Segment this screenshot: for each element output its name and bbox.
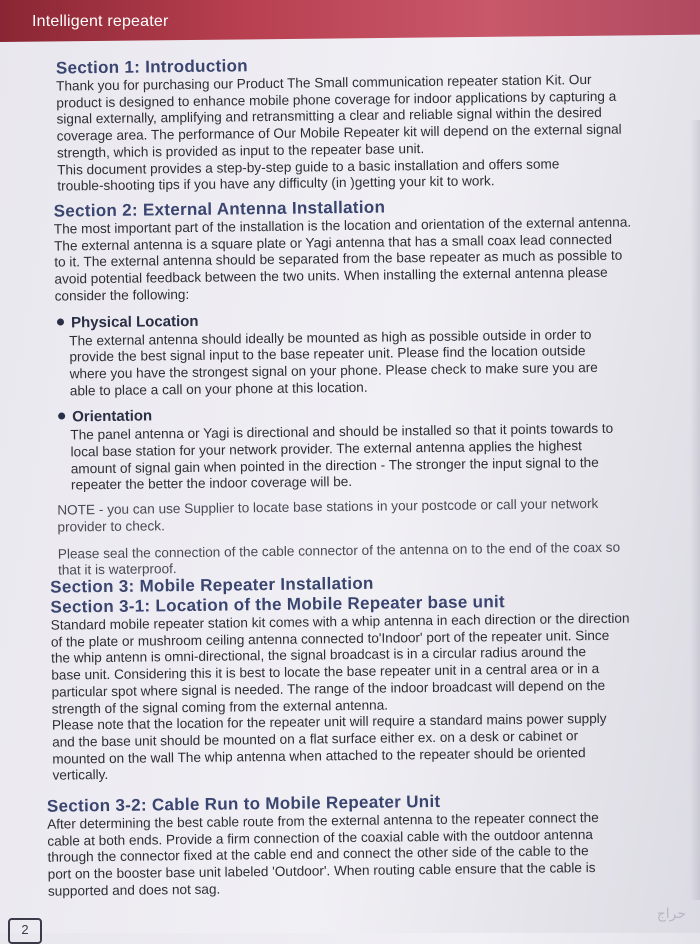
text-line: NOTE - you can use Supplier to locate base stations in your postcode or call your network — [57, 496, 599, 518]
section-2-body — [54, 214, 655, 305]
text-line: The most important part of the installation is the location and orientation of the external antenna. — [53, 214, 632, 237]
bullet-dot-icon — [58, 413, 65, 420]
section-1 — [56, 51, 648, 195]
bullet-title: Physical Location — [70, 312, 199, 331]
note-block — [57, 495, 657, 536]
page-edge-shadow — [690, 120, 700, 900]
text-line: product is designed to enhance mobile phone coverage for indoor applications by capturing a — [56, 88, 617, 111]
bullet-dot-icon — [57, 318, 64, 325]
section-2-heading: Section 2: External Antenna Installation — [53, 197, 386, 221]
text-line: of the plate or mushroom ceiling antenna connected to'Indoor' port of the repeater unit. Since — [50, 627, 610, 650]
text-line: cable at both ends. Provide a firm connection of the coaxial cable with the outdoor antenna — [47, 826, 594, 849]
bullet-body — [56, 421, 657, 495]
text-line: through the connector fixed at the cable end and connect the other side of the cable to the — [47, 843, 589, 866]
bullet-title: Orientation — [72, 407, 153, 426]
page-number: 2 — [8, 918, 42, 944]
section-3-2-heading: Section 3-2: Cable Run to Mobile Repeater Unit — [46, 791, 441, 816]
text-line: repeater the better the indoor coverage will be. — [70, 474, 353, 493]
text-line: avoid potential feedback between the two units. When installing the external antenna please — [54, 264, 608, 287]
text-line: trouble-shooting tips if you have any difficulty (in )getting your kit to work. — [57, 173, 495, 194]
section-2 — [54, 194, 659, 579]
text-line: Standard mobile repeater station kit comes with a whip antenna in each direction or the direction — [50, 610, 630, 633]
text-line: to it. The external antenna should be separated from the base repeater as much as possible to — [54, 248, 623, 271]
text-line: able to place a call on your phone at this location. — [69, 379, 368, 399]
bullet-physical-location — [55, 306, 656, 400]
text-line: supported and does not sag. — [47, 881, 221, 899]
document-page — [0, 44, 700, 937]
text-line: The external antenna is a square plate or Yagi antenna that has a small coax lead connected — [53, 231, 613, 254]
text-line: where you have the strongest signal on your phone. Please check to make sure you are — [69, 359, 598, 382]
text-line: provide the best signal input to the base repeater unit. Please find the location outside — [69, 343, 586, 365]
section-3-2 — [47, 789, 663, 900]
section-1-body — [56, 71, 647, 195]
section-3-1-body — [51, 610, 663, 784]
text-line: provider to check. — [57, 518, 165, 535]
text-line: Thank you for purchasing our Product The Small communication repeater station Kit. Our — [56, 72, 592, 94]
text-line: particular spot where signal is needed. The range of the indoor broadcast will depend on the — [51, 677, 606, 700]
text-line: that it is waterproof. — [57, 561, 177, 578]
text-line: port on the booster base unit labeled 'Outdoor'. When routing cable ensure that the cable is — [47, 860, 596, 882]
section-3-1-heading: Section 3-1: Location of the Mobile Repeater base unit — [50, 592, 506, 617]
bullet-body — [55, 326, 656, 400]
text-line: strength, which is provided as input to the repeater base unit. — [56, 140, 425, 161]
bullet-orientation — [56, 401, 657, 495]
text-line: Please note that the location for the repeater unit will require a standard mains power supply — [51, 711, 607, 733]
text-line: strength of the signal coming from the external antenna. — [51, 697, 389, 717]
text-line: The external antenna should ideally be mounted as high as possible outside in order to — [69, 326, 592, 348]
text-line: After determining the best cable route from the external antenna to the repeater connect the — [47, 809, 599, 832]
section-1-heading: Section 1: Introduction — [55, 56, 249, 78]
text-line: Please seal the connection of the cable connector of the antenna on to the end of the coax so — [57, 539, 621, 562]
text-line: amount of signal gain when pointed in the direction - The stronger the input signal to the — [70, 454, 599, 477]
section-3-heading: Section 3: Mobile Repeater Installation — [50, 573, 374, 597]
text-line: This document provides a step-by-step guide to a basic installation and offers some — [57, 155, 560, 178]
text-line: The panel antenna or Yagi is directional and should be installed so that it points towards to — [70, 421, 614, 443]
watermark-logo: حراج — [656, 906, 686, 922]
text-line: signal externally, amplifying and retransmitting a clear and reliable signal within the desired — [56, 105, 602, 127]
text-line: and the base unit should be mounted on a flat surface either ex. on a desk or cabinet or — [52, 728, 579, 750]
text-line: base unit. Considering this it is best to locate the base repeater unit in a central area or in a — [51, 661, 600, 683]
text-line: the whip antenn is omni-directional, the signal broadcast is in a circular radius around the — [51, 644, 587, 667]
text-line: mounted on the wall The whip antenna when attached to the repeater should be oriented — [52, 744, 586, 767]
document-title: Intelligent repeater — [32, 13, 169, 30]
text-line: coverage area. The performance of Our Mobile Repeater kit will depend on the external signal — [56, 121, 622, 144]
section-3 — [50, 570, 662, 784]
text-line: vertically. — [52, 767, 109, 783]
text-line: local base station for your network provider. The external antenna applies the highest — [70, 438, 582, 460]
text-line: consider the following: — [54, 286, 190, 304]
section-3-2-body — [47, 809, 663, 900]
